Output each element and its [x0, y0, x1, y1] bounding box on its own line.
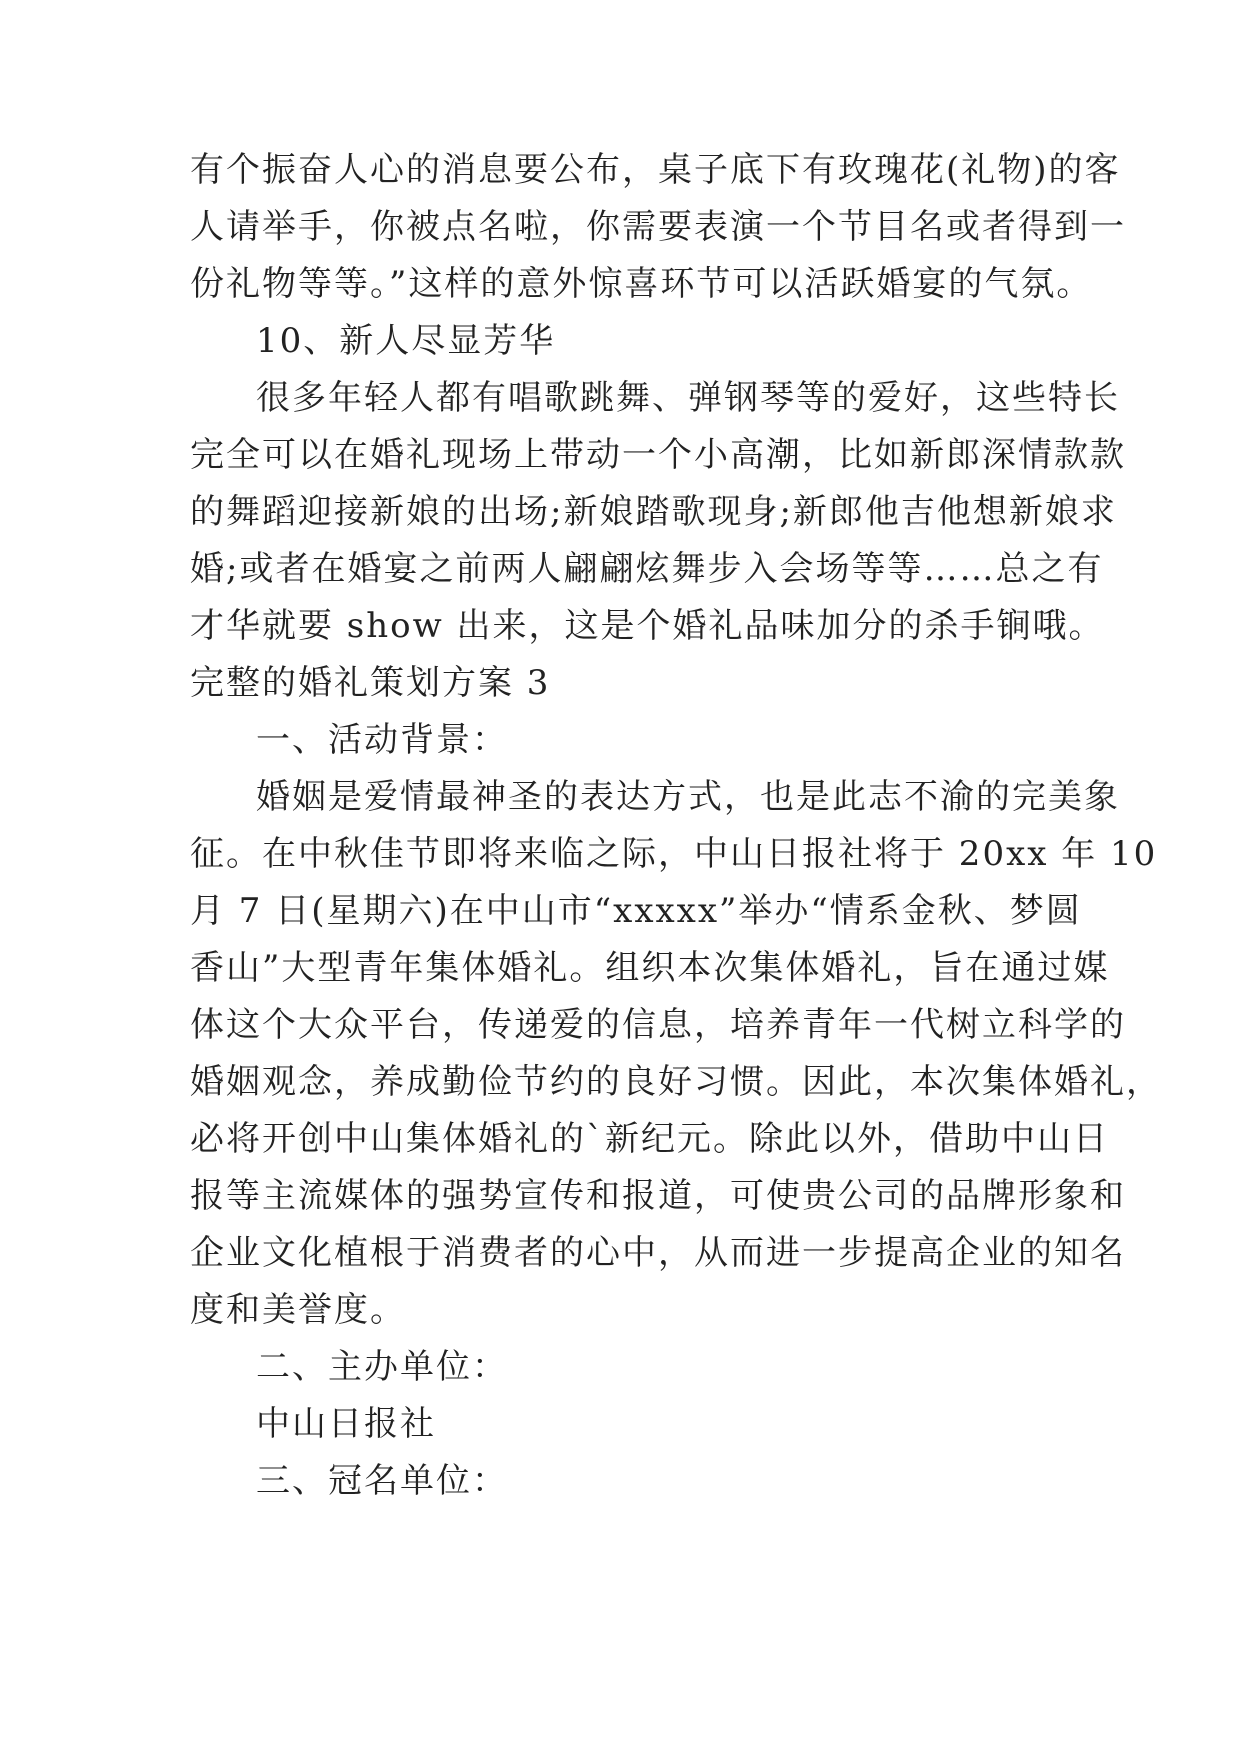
paragraph-line: 才华就要 show 出来，这是个婚礼品味加分的杀手锏哦。: [190, 606, 1105, 646]
paragraph-line: 度和美誉度。: [190, 1290, 406, 1330]
paragraph-line: 有个振奋人心的消息要公布，桌子底下有玫瑰花(礼物)的客: [190, 150, 1121, 190]
paragraph-line: 的舞蹈迎接新娘的出场;新娘踏歌现身;新郎他吉他想新娘求: [190, 492, 1117, 532]
paragraph-line: 报等主流媒体的强势宣传和报道，可使贵公司的品牌形象和: [190, 1176, 1126, 1216]
paragraph-line: 完全可以在婚礼现场上带动一个小高潮，比如新郎深情款款: [190, 435, 1126, 475]
section-heading: 10、新人尽显芳华: [256, 321, 556, 361]
paragraph-line: 企业文化植根于消费者的心中，从而进一步提高企业的知名: [190, 1233, 1126, 1273]
section-heading: 三、冠名单位：: [256, 1461, 508, 1501]
paragraph-line: 月 7 日(星期六)在中山市“xxxxx”举办“情系金秋、梦圆: [190, 891, 1082, 931]
paragraph-line: 婚;或者在婚宴之前两人翩翩炫舞步入会场等等……总之有: [190, 549, 1104, 589]
paragraph-line: 必将开创中山集体婚礼的`新纪元。除此以外，借助中山日: [190, 1119, 1109, 1159]
paragraph-line: 人请举手，你被点名啦，你需要表演一个节目名或者得到一: [190, 207, 1126, 247]
paragraph-line: 征。在中秋佳节即将来临之际，中山日报社将于 20xx 年 10: [190, 834, 1158, 874]
paragraph-line: 体这个大众平台，传递爱的信息，培养青年一代树立科学的: [190, 1005, 1126, 1045]
paragraph-line: 香山”大型青年集体婚礼。组织本次集体婚礼，旨在通过媒: [190, 948, 1110, 988]
paragraph-line: 婚姻观念，养成勤俭节约的良好习惯。因此，本次集体婚礼，: [190, 1062, 1162, 1102]
paragraph-line: 很多年轻人都有唱歌跳舞、弹钢琴等的爱好，这些特长: [256, 378, 1120, 418]
paragraph-line: 婚姻是爱情最神圣的表达方式，也是此志不渝的完美象: [256, 777, 1120, 817]
document-title: 完整的婚礼策划方案 3: [190, 663, 551, 703]
section-heading: 二、主办单位：: [256, 1347, 508, 1387]
section-heading: 一、活动背景：: [256, 720, 508, 760]
paragraph-line: 中山日报社: [256, 1404, 436, 1444]
paragraph-line: 份礼物等等。”这样的意外惊喜环节可以活跃婚宴的气氛。: [190, 264, 1093, 304]
